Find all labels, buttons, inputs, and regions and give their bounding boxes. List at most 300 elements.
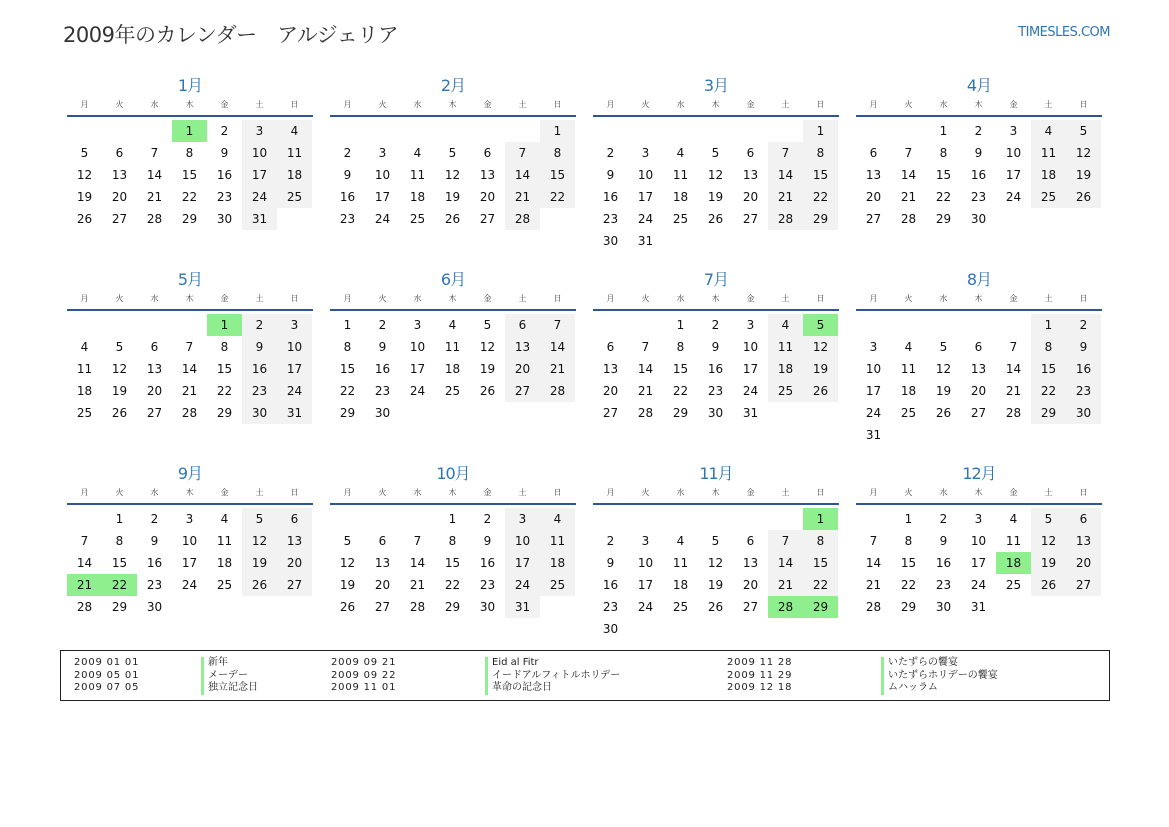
- day-cell: 23: [146, 578, 163, 592]
- day-cell: 30: [707, 406, 724, 420]
- weekday-label: 月: [343, 100, 352, 109]
- empty-cell: [67, 508, 102, 530]
- day-cell: 30: [602, 622, 619, 636]
- day-cell: 25: [768, 380, 803, 402]
- day-cell: 18: [768, 358, 803, 380]
- day-cell: 9: [939, 534, 948, 548]
- day-cell: 12: [803, 336, 838, 358]
- day-cell: 22: [540, 186, 575, 208]
- day-cell: 1: [904, 512, 913, 526]
- day-cell: 23: [374, 384, 391, 398]
- weekday-label: 土: [255, 488, 264, 497]
- day-cell: 8: [803, 530, 838, 552]
- day-cell: 20: [865, 190, 882, 204]
- day-cell: 6: [505, 314, 540, 336]
- holiday-day-cell: 1: [207, 314, 242, 336]
- day-cell: 18: [409, 190, 426, 204]
- weekday-label: 金: [220, 294, 229, 303]
- day-cell: 10: [637, 168, 654, 182]
- day-cell: 25: [1005, 578, 1022, 592]
- day-cell: 10: [970, 534, 987, 548]
- page-title: 2009年のカレンダー アルジェリア: [63, 23, 399, 47]
- day-cell: 15: [540, 164, 575, 186]
- day-cell: 27: [277, 574, 312, 596]
- day-cell: 27: [742, 600, 759, 614]
- day-cell: 16: [602, 578, 619, 592]
- day-cell: 17: [242, 164, 277, 186]
- day-cell: 9: [1066, 336, 1101, 358]
- day-cell: 13: [479, 168, 496, 182]
- day-cell: 25: [444, 384, 461, 398]
- legend-date: 2009 12 18: [727, 682, 793, 693]
- day-cell: 4: [904, 340, 913, 354]
- day-cell: 23: [935, 578, 952, 592]
- day-cell: 13: [374, 556, 391, 570]
- legend-holiday-name: いたずらホリデーの饗宴: [881, 670, 998, 683]
- day-cell: 15: [339, 362, 356, 376]
- weekday-label: 水: [676, 294, 685, 303]
- legend-date: 2009 11 01: [331, 682, 397, 693]
- day-cell: 3: [185, 512, 194, 526]
- day-cell: 29: [672, 406, 689, 420]
- day-cell: 24: [970, 578, 987, 592]
- day-cell: 4: [1031, 120, 1066, 142]
- day-cell: 8: [540, 142, 575, 164]
- day-cell: 2: [220, 124, 229, 138]
- day-cell: 29: [111, 600, 128, 614]
- day-cell: 11: [409, 168, 426, 182]
- day-cell: 5: [448, 146, 457, 160]
- month-6: [330, 269, 576, 424]
- day-cell: 5: [1031, 508, 1066, 530]
- day-cell: 11: [76, 362, 93, 376]
- day-cell: 13: [111, 168, 128, 182]
- weekday-label: 日: [1079, 294, 1088, 303]
- month-name: 7月: [703, 270, 729, 289]
- day-cell: 28: [1005, 406, 1022, 420]
- day-cell: 22: [935, 190, 952, 204]
- day-cell: 26: [479, 384, 496, 398]
- weekday-label: 木: [974, 294, 983, 303]
- day-cell: 14: [505, 164, 540, 186]
- day-cell: 21: [900, 190, 917, 204]
- weekday-label: 水: [676, 488, 685, 497]
- day-cell: 23: [602, 212, 619, 226]
- day-cell: 16: [602, 190, 619, 204]
- day-cell: 15: [111, 556, 128, 570]
- day-cell: 2: [974, 124, 983, 138]
- day-cell: 20: [146, 384, 163, 398]
- day-cell: 12: [339, 556, 356, 570]
- weekday-label: 火: [378, 294, 387, 303]
- month-name: 2月: [440, 76, 466, 95]
- day-cell: 9: [378, 340, 387, 354]
- day-cell: 11: [444, 340, 461, 354]
- empty-cell: [856, 314, 891, 336]
- weekday-label: 木: [185, 294, 194, 303]
- day-cell: 6: [483, 146, 492, 160]
- weekday-label: 水: [413, 488, 422, 497]
- weekday-label: 土: [781, 488, 790, 497]
- day-cell: 6: [746, 146, 755, 160]
- legend-date: 2009 05 01: [74, 669, 140, 681]
- day-cell: 25: [672, 212, 689, 226]
- empty-cell: [435, 120, 470, 142]
- day-cell: 14: [146, 168, 163, 182]
- site-link[interactable]: TIMESLES.COM: [1018, 25, 1110, 40]
- day-cell: 11: [1005, 534, 1022, 548]
- month-11: [593, 463, 839, 640]
- month-name: 4月: [966, 76, 992, 95]
- day-cell: 17: [409, 362, 426, 376]
- day-cell: 1: [115, 512, 124, 526]
- weekday-label: 月: [80, 488, 89, 497]
- day-cell: 11: [540, 530, 575, 552]
- weekday-header: [330, 486, 576, 505]
- day-cell: 11: [900, 362, 917, 376]
- weekday-label: 金: [220, 100, 229, 109]
- weekday-label: 水: [150, 100, 159, 109]
- day-cell: 26: [1066, 186, 1101, 208]
- day-cell: 27: [742, 212, 759, 226]
- weekday-label: 日: [1079, 488, 1088, 497]
- day-cell: 5: [711, 534, 720, 548]
- weekday-label: 日: [290, 100, 299, 109]
- day-cell: 2: [483, 512, 492, 526]
- weekday-label: 火: [378, 100, 387, 109]
- day-cell: 8: [185, 146, 194, 160]
- weekday-label: 火: [641, 294, 650, 303]
- day-cell: 23: [970, 190, 987, 204]
- day-cell: 6: [150, 340, 159, 354]
- day-cell: 17: [970, 556, 987, 570]
- day-cell: 3: [869, 340, 878, 354]
- empty-cell: [891, 120, 926, 142]
- day-cell: 14: [1005, 362, 1022, 376]
- holiday-day-cell: 29: [803, 596, 838, 618]
- month-5: [67, 269, 313, 424]
- legend-holiday-name: ムハッラム: [881, 682, 938, 695]
- day-cell: 9: [711, 340, 720, 354]
- day-cell: 8: [343, 340, 352, 354]
- day-cell: 30: [374, 406, 391, 420]
- day-cell: 29: [339, 406, 356, 420]
- day-cell: 25: [409, 212, 426, 226]
- weekday-label: 土: [781, 294, 790, 303]
- empty-cell: [365, 120, 400, 142]
- day-cell: 1: [448, 512, 457, 526]
- day-cell: 11: [768, 336, 803, 358]
- day-cell: 5: [80, 146, 89, 160]
- day-cell: 10: [181, 534, 198, 548]
- weekday-label: 日: [553, 488, 562, 497]
- weekday-label: 土: [1044, 100, 1053, 109]
- empty-cell: [102, 120, 137, 142]
- day-cell: 19: [707, 190, 724, 204]
- day-cell: 4: [676, 534, 685, 548]
- day-cell: 21: [865, 578, 882, 592]
- holiday-day-cell: 1: [803, 508, 838, 530]
- day-cell: 16: [374, 362, 391, 376]
- empty-cell: [628, 508, 663, 530]
- empty-cell: [926, 314, 961, 336]
- day-cell: 19: [479, 362, 496, 376]
- day-cell: 25: [900, 406, 917, 420]
- day-cell: 3: [641, 146, 650, 160]
- day-cell: 13: [277, 530, 312, 552]
- day-cell: 29: [1031, 402, 1066, 424]
- day-cell: 16: [479, 556, 496, 570]
- day-cell: 12: [479, 340, 496, 354]
- weekday-label: 金: [1009, 100, 1018, 109]
- empty-cell: [400, 508, 435, 530]
- day-cell: 4: [540, 508, 575, 530]
- day-cell: 6: [746, 534, 755, 548]
- weekday-label: 木: [711, 294, 720, 303]
- day-cell: 3: [641, 534, 650, 548]
- legend-date: 2009 07 05: [74, 682, 140, 693]
- weekday-label: 水: [413, 294, 422, 303]
- day-cell: 12: [242, 530, 277, 552]
- weekday-label: 月: [343, 488, 352, 497]
- day-cell: 10: [374, 168, 391, 182]
- day-cell: 7: [1009, 340, 1018, 354]
- month-name: 11月: [699, 464, 733, 483]
- day-grid: [593, 120, 839, 252]
- day-cell: 13: [865, 168, 882, 182]
- weekday-label: 日: [816, 294, 825, 303]
- weekday-label: 火: [641, 488, 650, 497]
- holiday-day-cell: 22: [102, 574, 137, 596]
- weekday-label: 木: [448, 294, 457, 303]
- weekday-label: 金: [1009, 294, 1018, 303]
- weekday-label: 日: [290, 488, 299, 497]
- day-grid: [856, 508, 1102, 618]
- day-cell: 20: [742, 578, 759, 592]
- empty-cell: [856, 120, 891, 142]
- day-cell: 27: [111, 212, 128, 226]
- day-cell: 3: [746, 318, 755, 332]
- month-12: [856, 463, 1102, 618]
- day-cell: 25: [277, 186, 312, 208]
- day-cell: 31: [742, 406, 759, 420]
- day-cell: 21: [540, 358, 575, 380]
- legend-holiday-name: イードアルフィトルホリデー: [485, 670, 620, 683]
- day-cell: 12: [444, 168, 461, 182]
- day-cell: 27: [865, 212, 882, 226]
- empty-cell: [593, 508, 628, 530]
- day-cell: 27: [602, 406, 619, 420]
- day-cell: 27: [374, 600, 391, 614]
- day-grid: [67, 120, 313, 230]
- day-cell: 28: [865, 600, 882, 614]
- day-cell: 20: [742, 190, 759, 204]
- weekday-header: [67, 98, 313, 117]
- day-cell: 4: [80, 340, 89, 354]
- weekday-header: [593, 486, 839, 505]
- day-cell: 5: [483, 318, 492, 332]
- day-cell: 4: [448, 318, 457, 332]
- day-cell: 24: [637, 212, 654, 226]
- weekday-header: [856, 98, 1102, 117]
- legend-holiday-name: Eid al Fitr: [485, 657, 539, 670]
- day-cell: 26: [444, 212, 461, 226]
- day-cell: 18: [277, 164, 312, 186]
- day-cell: 4: [1009, 512, 1018, 526]
- day-cell: 8: [939, 146, 948, 160]
- day-cell: 23: [216, 190, 233, 204]
- weekday-label: 木: [711, 488, 720, 497]
- day-cell: 11: [672, 168, 689, 182]
- day-cell: 30: [935, 600, 952, 614]
- day-cell: 2: [606, 534, 615, 548]
- day-cell: 3: [277, 314, 312, 336]
- day-cell: 12: [1031, 530, 1066, 552]
- day-cell: 10: [1005, 146, 1022, 160]
- day-cell: 31: [505, 596, 540, 618]
- day-cell: 3: [378, 146, 387, 160]
- day-cell: 6: [115, 146, 124, 160]
- day-cell: 15: [181, 168, 198, 182]
- day-cell: 18: [672, 578, 689, 592]
- weekday-label: 木: [448, 100, 457, 109]
- empty-cell: [698, 508, 733, 530]
- day-cell: 16: [216, 168, 233, 182]
- day-cell: 28: [181, 406, 198, 420]
- day-cell: 20: [602, 384, 619, 398]
- day-grid: [330, 314, 576, 424]
- day-cell: 21: [146, 190, 163, 204]
- day-cell: 12: [935, 362, 952, 376]
- day-cell: 7: [768, 530, 803, 552]
- empty-cell: [470, 120, 505, 142]
- day-cell: 18: [216, 556, 233, 570]
- day-cell: 12: [76, 168, 93, 182]
- weekday-label: 火: [115, 100, 124, 109]
- weekday-label: 日: [553, 294, 562, 303]
- legend-holiday-name: いたずらの饗宴: [881, 657, 958, 670]
- day-cell: 20: [1066, 552, 1101, 574]
- weekday-label: 土: [518, 294, 527, 303]
- day-cell: 21: [409, 578, 426, 592]
- day-cell: 30: [602, 234, 619, 248]
- day-cell: 2: [939, 512, 948, 526]
- day-cell: 10: [409, 340, 426, 354]
- weekday-header: [330, 98, 576, 117]
- day-cell: 31: [970, 600, 987, 614]
- day-cell: 17: [637, 190, 654, 204]
- day-cell: 22: [803, 574, 838, 596]
- day-cell: 7: [904, 146, 913, 160]
- month-name: 12月: [962, 464, 996, 483]
- day-cell: 13: [742, 168, 759, 182]
- empty-cell: [67, 120, 102, 142]
- weekday-label: 月: [869, 294, 878, 303]
- day-cell: 17: [865, 384, 882, 398]
- day-cell: 27: [970, 406, 987, 420]
- day-grid: [593, 314, 839, 424]
- day-cell: 6: [606, 340, 615, 354]
- day-cell: 14: [865, 556, 882, 570]
- day-cell: 30: [1066, 402, 1101, 424]
- day-cell: 28: [540, 380, 575, 402]
- day-cell: 4: [676, 146, 685, 160]
- day-cell: 11: [672, 556, 689, 570]
- day-cell: 10: [637, 556, 654, 570]
- day-cell: 30: [146, 600, 163, 614]
- day-cell: 6: [1066, 508, 1101, 530]
- day-grid: [856, 314, 1102, 446]
- day-cell: 3: [242, 120, 277, 142]
- day-cell: 12: [707, 556, 724, 570]
- day-grid: [856, 120, 1102, 230]
- day-cell: 23: [707, 384, 724, 398]
- day-cell: 8: [115, 534, 124, 548]
- day-cell: 17: [742, 362, 759, 376]
- empty-cell: [365, 508, 400, 530]
- legend-date: 2009 09 22: [331, 669, 397, 681]
- empty-cell: [996, 314, 1031, 336]
- month-name: 9月: [177, 464, 203, 483]
- day-cell: 15: [216, 362, 233, 376]
- day-cell: 13: [970, 362, 987, 376]
- day-cell: 29: [216, 406, 233, 420]
- weekday-label: 月: [606, 100, 615, 109]
- month-4: [856, 75, 1102, 230]
- day-cell: 24: [181, 578, 198, 592]
- day-cell: 15: [900, 556, 917, 570]
- day-cell: 28: [637, 406, 654, 420]
- day-cell: 11: [216, 534, 233, 548]
- weekday-label: 火: [115, 488, 124, 497]
- empty-cell: [628, 314, 663, 336]
- holiday-day-cell: 28: [768, 596, 803, 618]
- day-cell: 17: [181, 556, 198, 570]
- day-cell: 5: [939, 340, 948, 354]
- empty-cell: [856, 508, 891, 530]
- day-cell: 20: [111, 190, 128, 204]
- day-cell: 10: [865, 362, 882, 376]
- weekday-label: 木: [185, 488, 194, 497]
- day-cell: 24: [409, 384, 426, 398]
- weekday-label: 日: [816, 488, 825, 497]
- day-cell: 22: [181, 190, 198, 204]
- day-cell: 9: [606, 168, 615, 182]
- day-cell: 21: [768, 574, 803, 596]
- holiday-day-cell: 21: [67, 574, 102, 596]
- month-name: 3月: [703, 76, 729, 95]
- day-cell: 7: [540, 314, 575, 336]
- day-cell: 5: [343, 534, 352, 548]
- weekday-label: 水: [150, 294, 159, 303]
- day-cell: 25: [1031, 186, 1066, 208]
- day-cell: 18: [76, 384, 93, 398]
- day-cell: 13: [1066, 530, 1101, 552]
- empty-cell: [768, 120, 803, 142]
- day-cell: 7: [80, 534, 89, 548]
- day-cell: 28: [900, 212, 917, 226]
- weekday-label: 水: [413, 100, 422, 109]
- day-cell: 20: [479, 190, 496, 204]
- empty-cell: [961, 314, 996, 336]
- month-name: 6月: [440, 270, 466, 289]
- empty-cell: [663, 120, 698, 142]
- day-cell: 24: [505, 574, 540, 596]
- weekday-label: 火: [904, 294, 913, 303]
- weekday-label: 金: [483, 100, 492, 109]
- day-cell: 16: [707, 362, 724, 376]
- day-cell: 6: [974, 340, 983, 354]
